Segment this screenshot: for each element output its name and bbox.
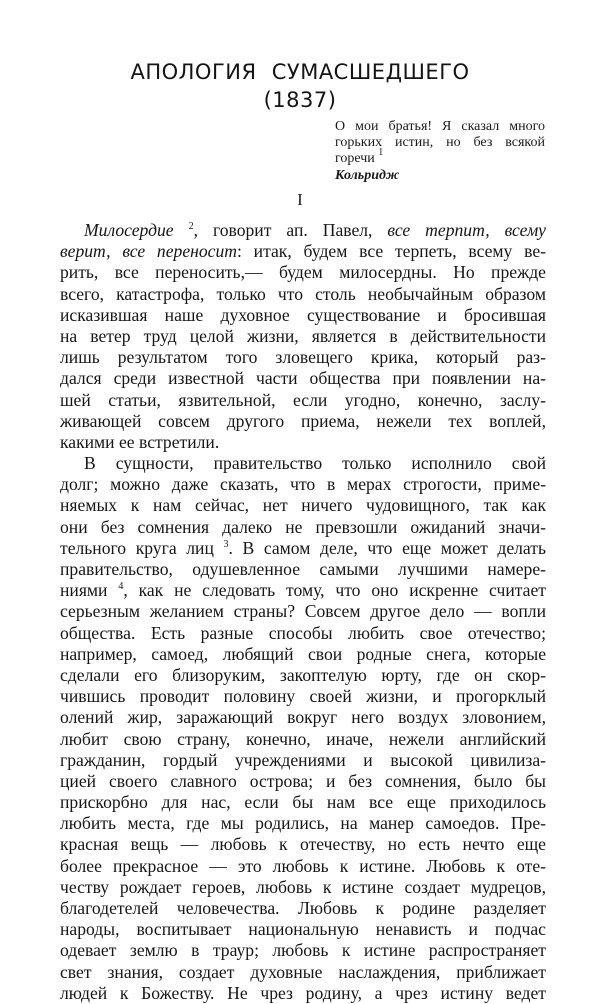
page-title-year: (1837) [263, 88, 337, 112]
text-line [60, 707, 546, 728]
text-line [60, 729, 546, 750]
text-line [60, 792, 546, 813]
footnote-ref: 4 [118, 581, 124, 593]
text-run: всего, катастрофа, только что столь необычайным образом [60, 283, 546, 304]
text-run: ниями [60, 580, 119, 601]
text-run: чившись проводит половину своей жизни, и прогорклый [60, 686, 546, 707]
paragraph [60, 220, 546, 453]
text-line [60, 834, 546, 855]
text-line [60, 601, 546, 622]
text-line [60, 580, 546, 601]
section-number: I [297, 190, 303, 209]
text-run: например, самоед, любящий свои родные снега, которые [60, 643, 546, 664]
text-run: на ветер труд целой жизни, является в действительности [60, 325, 546, 346]
page-title: АПОЛОГИЯ СУМАСШЕДШЕГО [130, 60, 470, 84]
text-run: тельного круга лиц [60, 537, 224, 558]
footnote-ref: 1 [378, 147, 384, 158]
text-line [60, 665, 546, 686]
body-text [60, 220, 546, 1004]
text-line [60, 241, 546, 262]
italic-text: все терпит, всему [387, 220, 546, 240]
text-run: какими ее встретили. [60, 431, 220, 452]
text-run: цией своего славного острова; и без сомнения, было бы [60, 770, 546, 791]
footnote-ref: 2 [188, 221, 194, 232]
text-line [60, 623, 546, 644]
text-run: исказившая наше духовное существование и бросившая [60, 304, 546, 325]
text-run: благодетелей человечества. Любовь к родине разделяет [60, 898, 546, 918]
text-run: . В самом деле, что еще может делать [228, 537, 546, 558]
text-line [60, 262, 546, 283]
text-run: няемых к нам сейчас, нет ничего чудовищного, так как [60, 495, 546, 516]
text-run: сделали его близоруким, закоптелую юрту, где он скор- [60, 664, 546, 685]
text-line [60, 390, 546, 411]
text-run: рить, все переносить,— будем милосердны. Но прежде [60, 262, 546, 283]
text-run: свет знания, создает духовные наслаждения, приближает [60, 961, 546, 982]
text-line [60, 686, 546, 707]
text-run: любит свою страну, конечно, иначе, нежели английский [60, 728, 546, 749]
text-line [60, 856, 546, 877]
text-line [60, 220, 546, 241]
text-line [60, 453, 546, 474]
text-line [60, 919, 546, 940]
text-line [60, 474, 546, 495]
text-line [60, 347, 546, 368]
text-run: честву рождает героев, любовь к истине создает мудрецов, [60, 876, 546, 897]
text-run: лишь результатом того зловещего крика, который раз- [60, 347, 546, 368]
text-run: народы, воспитывает национальную ненависть и подчас [60, 919, 546, 940]
text-line [60, 517, 546, 538]
text-line [60, 983, 546, 1004]
text-run: любить места, где мы родились, на манер самоедов. Пре- [60, 813, 546, 834]
text-run: серьезным желанием страны? Совсем другое дело — вопли [60, 601, 546, 622]
text-run: правительство, одушевленное самыми лучшими намере- [60, 559, 546, 579]
text-run: олений жир, заражающий вокруг него воздух зловонием, [60, 707, 546, 728]
text-run: красная вещь — любовь к отечеству, но есть нечто еще [60, 834, 546, 855]
text-line [60, 284, 546, 305]
text-line [60, 326, 546, 347]
text-run: гражданин, гордый учреждениями и высокой цивилиза- [60, 749, 546, 770]
text-run: прискорбно для нас, если бы нам все еще приходилось [60, 792, 546, 813]
text-line [60, 898, 546, 919]
paragraph [60, 453, 546, 1004]
text-line [60, 305, 546, 326]
text-run: одевает землю в траур; любовь к истине распространяет [60, 940, 546, 961]
text-run: , как не следовать тому, что оно искренне считает [123, 580, 546, 601]
text-run: В сущности, правительство только исполнило свой [84, 453, 546, 474]
text-run: общества. Есть разные способы любить свое отечество; [60, 622, 546, 643]
text-line [60, 411, 546, 432]
text-line [60, 877, 546, 898]
text-run: , говорит ап. Павел, [193, 220, 388, 240]
text-run: долг; можно даже сказать, что в мерах строгости, приме- [60, 474, 546, 495]
epigraph [335, 119, 545, 184]
text-line [60, 559, 546, 580]
text-line [60, 940, 546, 961]
text-run: они без сомнения далеко не превзошли ожиданий значи- [60, 516, 546, 537]
text-run: шей статьи, язвительной, если угодно, конечно, заслу- [60, 389, 546, 410]
epigraph-text: О мои братья! Я сказал много горьких истин, но без всякой горечи [335, 119, 545, 166]
text-run: людей к Божеству. Не чрез родину, а чрез истину ведет [60, 982, 546, 1003]
text-line [60, 432, 546, 453]
italic-text: Милосердие [84, 220, 174, 240]
text-line [60, 750, 546, 771]
text-line [60, 644, 546, 665]
italic-text: верит, все переносит [60, 241, 237, 262]
text-line [60, 495, 546, 516]
text-line [60, 771, 546, 792]
text-line [60, 813, 546, 834]
text-line [60, 538, 546, 559]
text-run: живающей совсем другого приема, нежели тех воплей, [60, 410, 546, 431]
text-run: : итак, будем все терпеть, всему ве- [236, 241, 546, 262]
footnote-ref: 3 [223, 538, 229, 550]
epigraph-author: Кольридж [335, 168, 400, 183]
text-run [174, 220, 189, 240]
text-run: дался среди известной части общества при появлении на- [60, 368, 546, 389]
text-line [60, 962, 546, 983]
text-run: более прекрасное — это любовь к истине. Любовь к оте- [60, 855, 546, 876]
text-line [60, 368, 546, 389]
